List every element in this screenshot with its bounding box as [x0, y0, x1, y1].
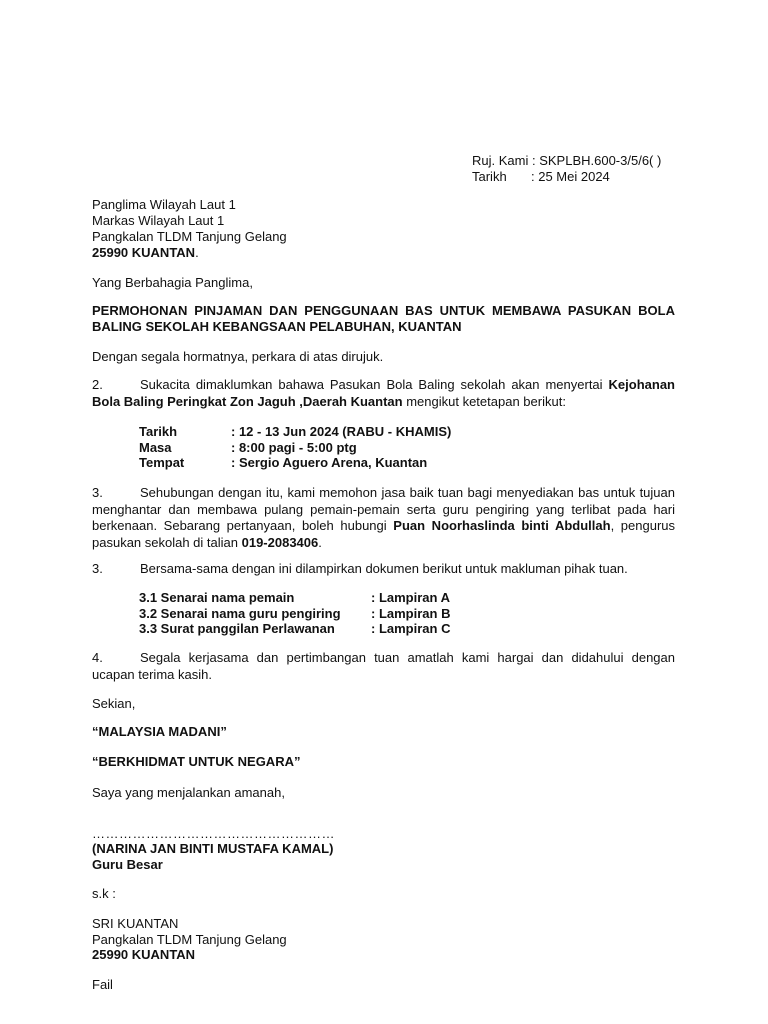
- paragraph-3b-number: 3.: [92, 561, 103, 576]
- sk-line-3: 25990 KUANTAN: [92, 947, 196, 962]
- recipient-postcode: [92, 245, 199, 260]
- event-name: Kejohanan Bola Baling Peringkat Zon Jaguh ,Daerah Kuantan: [92, 377, 675, 409]
- closing-sekian: Sekian,: [92, 696, 136, 711]
- recipient-postcode-suffix: .: [195, 245, 199, 260]
- attachment-item: 3.3 Surat panggilan Perlawanan: [139, 621, 335, 636]
- attachment-ref: : Lampiran C: [371, 621, 451, 636]
- signature-line: ………………………………………………: [92, 826, 335, 841]
- paragraph-3b-text: Bersama-sama dengan ini dilampirkan dokumen berikut untuk makluman pihak tuan.: [140, 561, 628, 576]
- event-detail-value: : 8:00 pagi - 5:00 ptg: [231, 439, 357, 455]
- paragraph-3-number: 3.: [92, 485, 103, 500]
- reference-line-tarikh: [472, 169, 610, 184]
- paragraph-3-text-a: Sehubungan dengan itu, kami memohon jasa baik tuan bagi menyediakan bas untuk tujuan menghantar dan membawa pulang pemain-pemain serta guru pengiring yang terlibat pada hari berkenaan. Sebarang pertanyaan, boleh hubungi: [92, 485, 675, 533]
- recipient-postcode-city: 25990 KUANTAN: [92, 245, 196, 260]
- attachment-row: [139, 590, 450, 606]
- event-detail-row: [139, 455, 451, 471]
- attachment-item: 3.2 Senarai nama guru pengiring: [139, 605, 341, 621]
- sk-line-1: SRI KUANTAN: [92, 916, 179, 931]
- attachments-table: [139, 590, 450, 637]
- recipient-line-3: Pangkalan TLDM Tanjung Gelang: [92, 229, 287, 244]
- reference-line-ruj: [472, 153, 661, 168]
- event-detail-value: : Sergio Aguero Arena, Kuantan: [231, 455, 428, 470]
- slogan-malaysia-madani: “MALAYSIA MADANI”: [92, 724, 227, 739]
- event-detail-label: Tarikh: [139, 424, 178, 439]
- attachment-row: [139, 621, 450, 637]
- recipient-line-2: Markas Wilayah Laut 1: [92, 213, 225, 228]
- paragraph-2-text-b: mengikut ketetapan berikut:: [402, 393, 566, 409]
- tarikh-label: Tarikh: [472, 169, 507, 184]
- ruj-value: : SKPLBH.600-3/5/6( ): [531, 153, 662, 168]
- attachment-item: 3.1 Senarai nama pemain: [139, 590, 295, 605]
- closing-amanah: Saya yang menjalankan amanah,: [92, 785, 285, 800]
- tarikh-value: : 25 Mei 2024: [531, 169, 610, 184]
- event-detail-label: Masa: [139, 439, 172, 455]
- event-detail-row: [139, 424, 451, 440]
- paragraph-2-number: 2.: [92, 377, 103, 392]
- attachment-row: [139, 606, 450, 622]
- paragraph-2-text-a: Sukacita dimaklumkan bahawa Pasukan Bola Baling sekolah akan menyertai: [140, 377, 609, 392]
- file-label: Fail: [92, 977, 113, 992]
- paragraph-3-text-c: .: [318, 534, 322, 550]
- event-detail-label: Tempat: [139, 455, 185, 470]
- paragraph-4-text: Segala kerjasama dan pertimbangan tuan amatlah kami hargai dan didahului dengan ucapan terima kasih.: [92, 650, 675, 682]
- sk-label: s.k :: [92, 886, 116, 901]
- salutation: Yang Berbahagia Panglima,: [92, 275, 253, 290]
- signatory-name: (NARINA JAN BINTI MUSTAFA KAMAL): [92, 841, 334, 856]
- ruj-label: Ruj. Kami: [472, 153, 529, 168]
- recipient-line-1: Panglima Wilayah Laut 1: [92, 197, 236, 212]
- attachment-ref: : Lampiran A: [371, 590, 450, 605]
- attachment-ref: : Lampiran B: [371, 605, 451, 621]
- opening-line: Dengan segala hormatnya, perkara di atas dirujuk.: [92, 349, 384, 364]
- paragraph-3-text-b: , pengurus pasukan sekolah di talian: [92, 518, 676, 550]
- paragraph-4: [92, 650, 675, 683]
- event-detail-value: : 12 - 13 Jun 2024 (RABU - KHAMIS): [231, 424, 452, 439]
- paragraph-3b: [92, 561, 675, 578]
- contact-name: Puan Noorhaslinda binti Abdullah: [393, 518, 611, 533]
- letter-subject: PERMOHONAN PINJAMAN DAN PENGGUNAAN BAS UNTUK MEMBAWA PASUKAN BOLA BALING SEKOLAH KEBANGSAAN PELABUHAN, KUANTAN: [92, 303, 675, 334]
- sk-line-2: Pangkalan TLDM Tanjung Gelang: [92, 932, 287, 947]
- signatory-title: Guru Besar: [92, 857, 163, 872]
- event-details-table: [139, 424, 451, 471]
- slogan-berkhidmat: “BERKHIDMAT UNTUK NEGARA”: [92, 754, 301, 769]
- event-detail-row: [139, 440, 451, 456]
- paragraph-3: [92, 485, 675, 551]
- paragraph-2: [92, 377, 675, 410]
- contact-phone: 019-2083406: [241, 534, 319, 550]
- paragraph-4-number: 4.: [92, 650, 103, 665]
